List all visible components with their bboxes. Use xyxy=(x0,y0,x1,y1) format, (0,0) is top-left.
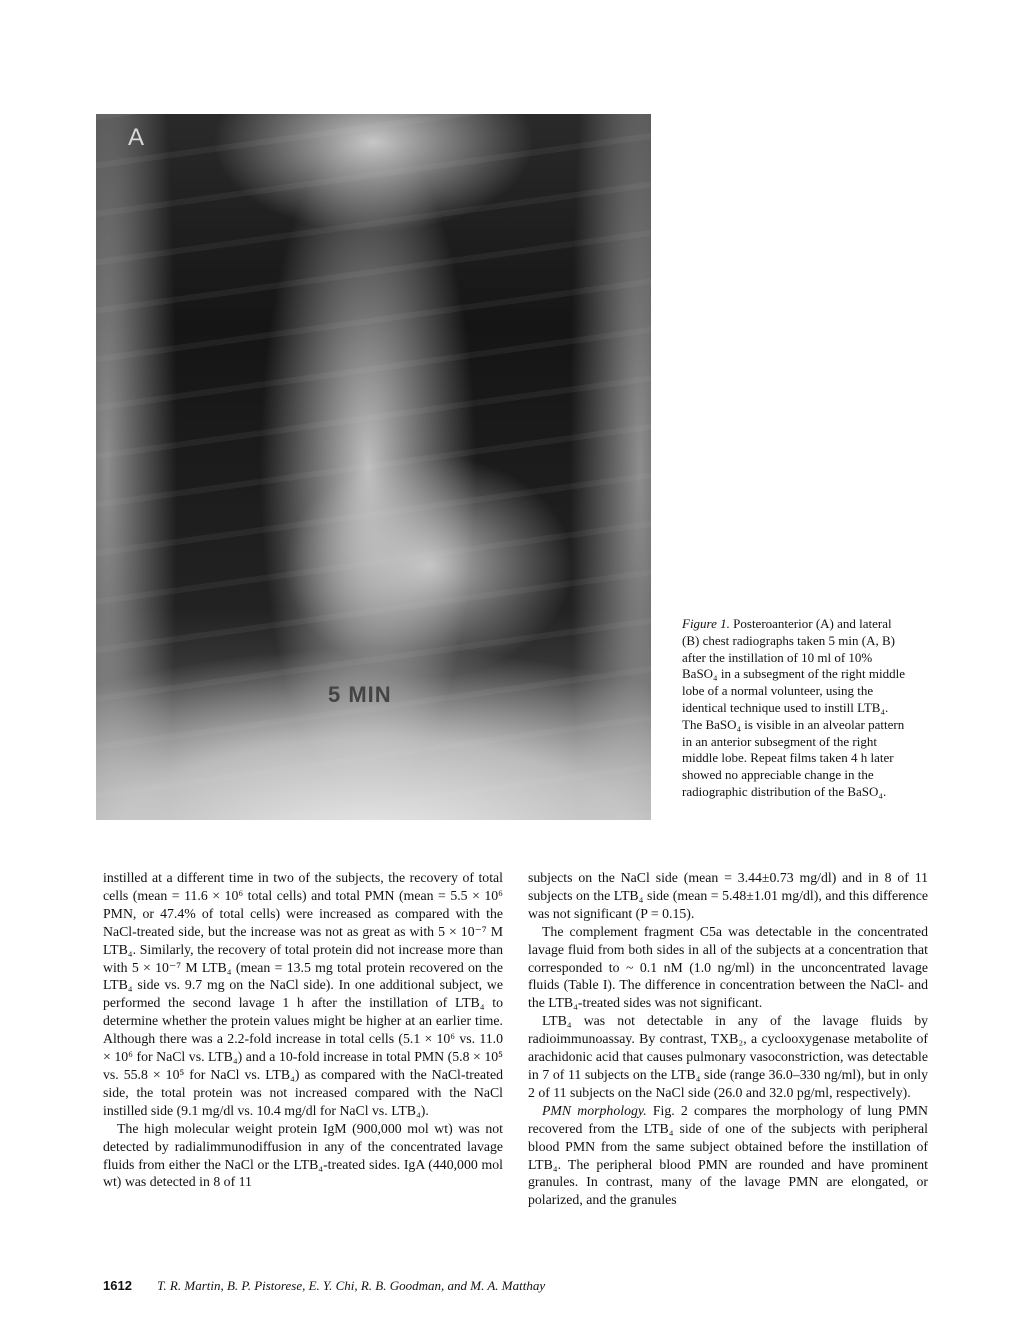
paragraph: The high molecular weight protein IgM (900,000 mol wt) was not detected by radialimmunodiffusion in any of the concentrated lavage fluids from either the NaCl or the LTB₄-treated sides. IgA (440,000 mol wt) was detected in 8 of 11 xyxy=(103,1120,503,1190)
running-authors: T. R. Martin, B. P. Pistorese, E. Y. Chi, R. B. Goodman, and M. A. Matthay xyxy=(157,1278,546,1293)
time-label: 5 MIN xyxy=(328,682,392,707)
section-run-in-heading: PMN morphology. xyxy=(542,1102,647,1118)
paragraph: instilled at a different time in two of the subjects, the recovery of total cells (mean = 11.6 × 10⁶ total cells) and total PMN (mean = 5.5 × 10⁶ PMN, or 47.4% of total cells) were increased as compared with the NaCl-treated side, but the increase was not as great as with 5 × 10⁻⁷ M LTB₄. Similarly, the recovery of total protein did not increase more than with 5 × 10⁻⁷ M LTB₄ (mean = 13.5 mg total protein recovered on the LTB₄ side vs. 9.7 mg on the NaCl side). In one additional subject, we performed the second lavage 1 h after the instillation of LTB₄ to determine whether the protein values might be higher at an earlier time. Although there was a 2.2-fold increase in total cells (5.1 × 10⁶ vs. 11.0 × 10⁶ for NaCl vs. LTB₄) and a 10-fold increase in total PMN (5.8 × 10⁵ vs. 55.8 × 10⁵ for NaCl vs. LTB₄) as compared with the NaCl-treated side, the total protein was not increased compared with the NaCl instilled side (9.1 mg/dl vs. 10.4 mg/dl for NaCl vs. LTB₄). xyxy=(103,870,503,1118)
paragraph: LTB₄ was not detectable in any of the lavage fluids by radioimmunoassay. By contrast, TXB₂, a cyclooxygenase metabolite of arachidonic acid that causes pulmonary vasoconstriction, was detectable in 7 of 11 subjects on the LTB₄ side (range 36.0–330 ng/ml), but in only 2 of 11 subjects on the NaCl side (26.0 and 32.0 pg/ml, respectively). xyxy=(528,1013,928,1100)
figure-caption-text: Posteroanterior (A) and lateral (B) chest radiographs taken 5 min (A, B) after the instillation of 10 ml of 10% BaSO₄ in a subsegment of the right middle lobe of a normal volunteer, using the identical technique used to instill LTB₄. The BaSO₄ is visible in an alveolar pattern in an anterior subsegment of the right middle lobe. Repeat films taken 4 h later showed no appreciable change in the radiographic distribution of the BaSO₄. xyxy=(682,616,905,799)
figure-caption xyxy=(682,616,908,801)
figure-caption-label: Figure 1. xyxy=(682,616,730,631)
chest-radiograph-image xyxy=(96,114,651,820)
left-text-column xyxy=(103,869,503,1191)
paragraph: subjects on the NaCl side (mean = 3.44±0.73 mg/dl) and in 8 of 11 subjects on the LTB₄ side (mean = 5.48±1.01 mg/dl), and this difference was not significant (P = 0.15). xyxy=(528,870,928,921)
page-number: 1612 xyxy=(103,1278,132,1293)
right-text-column xyxy=(528,869,928,1209)
paragraph: The complement fragment C5a was detectable in the concentrated lavage fluid from both sides in all of the subjects at a concentration that corresponded to ~ 0.1 nM (1.0 ng/ml) in the unconcentrated lavage fluids (Table I). The difference in concentration between the NaCl- and the LTB₄-treated sides was not significant. xyxy=(528,923,928,1011)
page-footer xyxy=(103,1278,545,1294)
panel-label: A xyxy=(128,124,145,151)
paragraph xyxy=(528,1102,928,1209)
paragraph-text: Fig. 2 compares the morphology of lung PMN recovered from the LTB₄ side of one of the subjects with peripheral blood PMN from the same subject obtained before the instillation of LTB₄. The peripheral blood PMN are rounded and have prominent granules. In contrast, many of the lavage PMN are elongated, or polarized, and the granules xyxy=(528,1102,928,1208)
